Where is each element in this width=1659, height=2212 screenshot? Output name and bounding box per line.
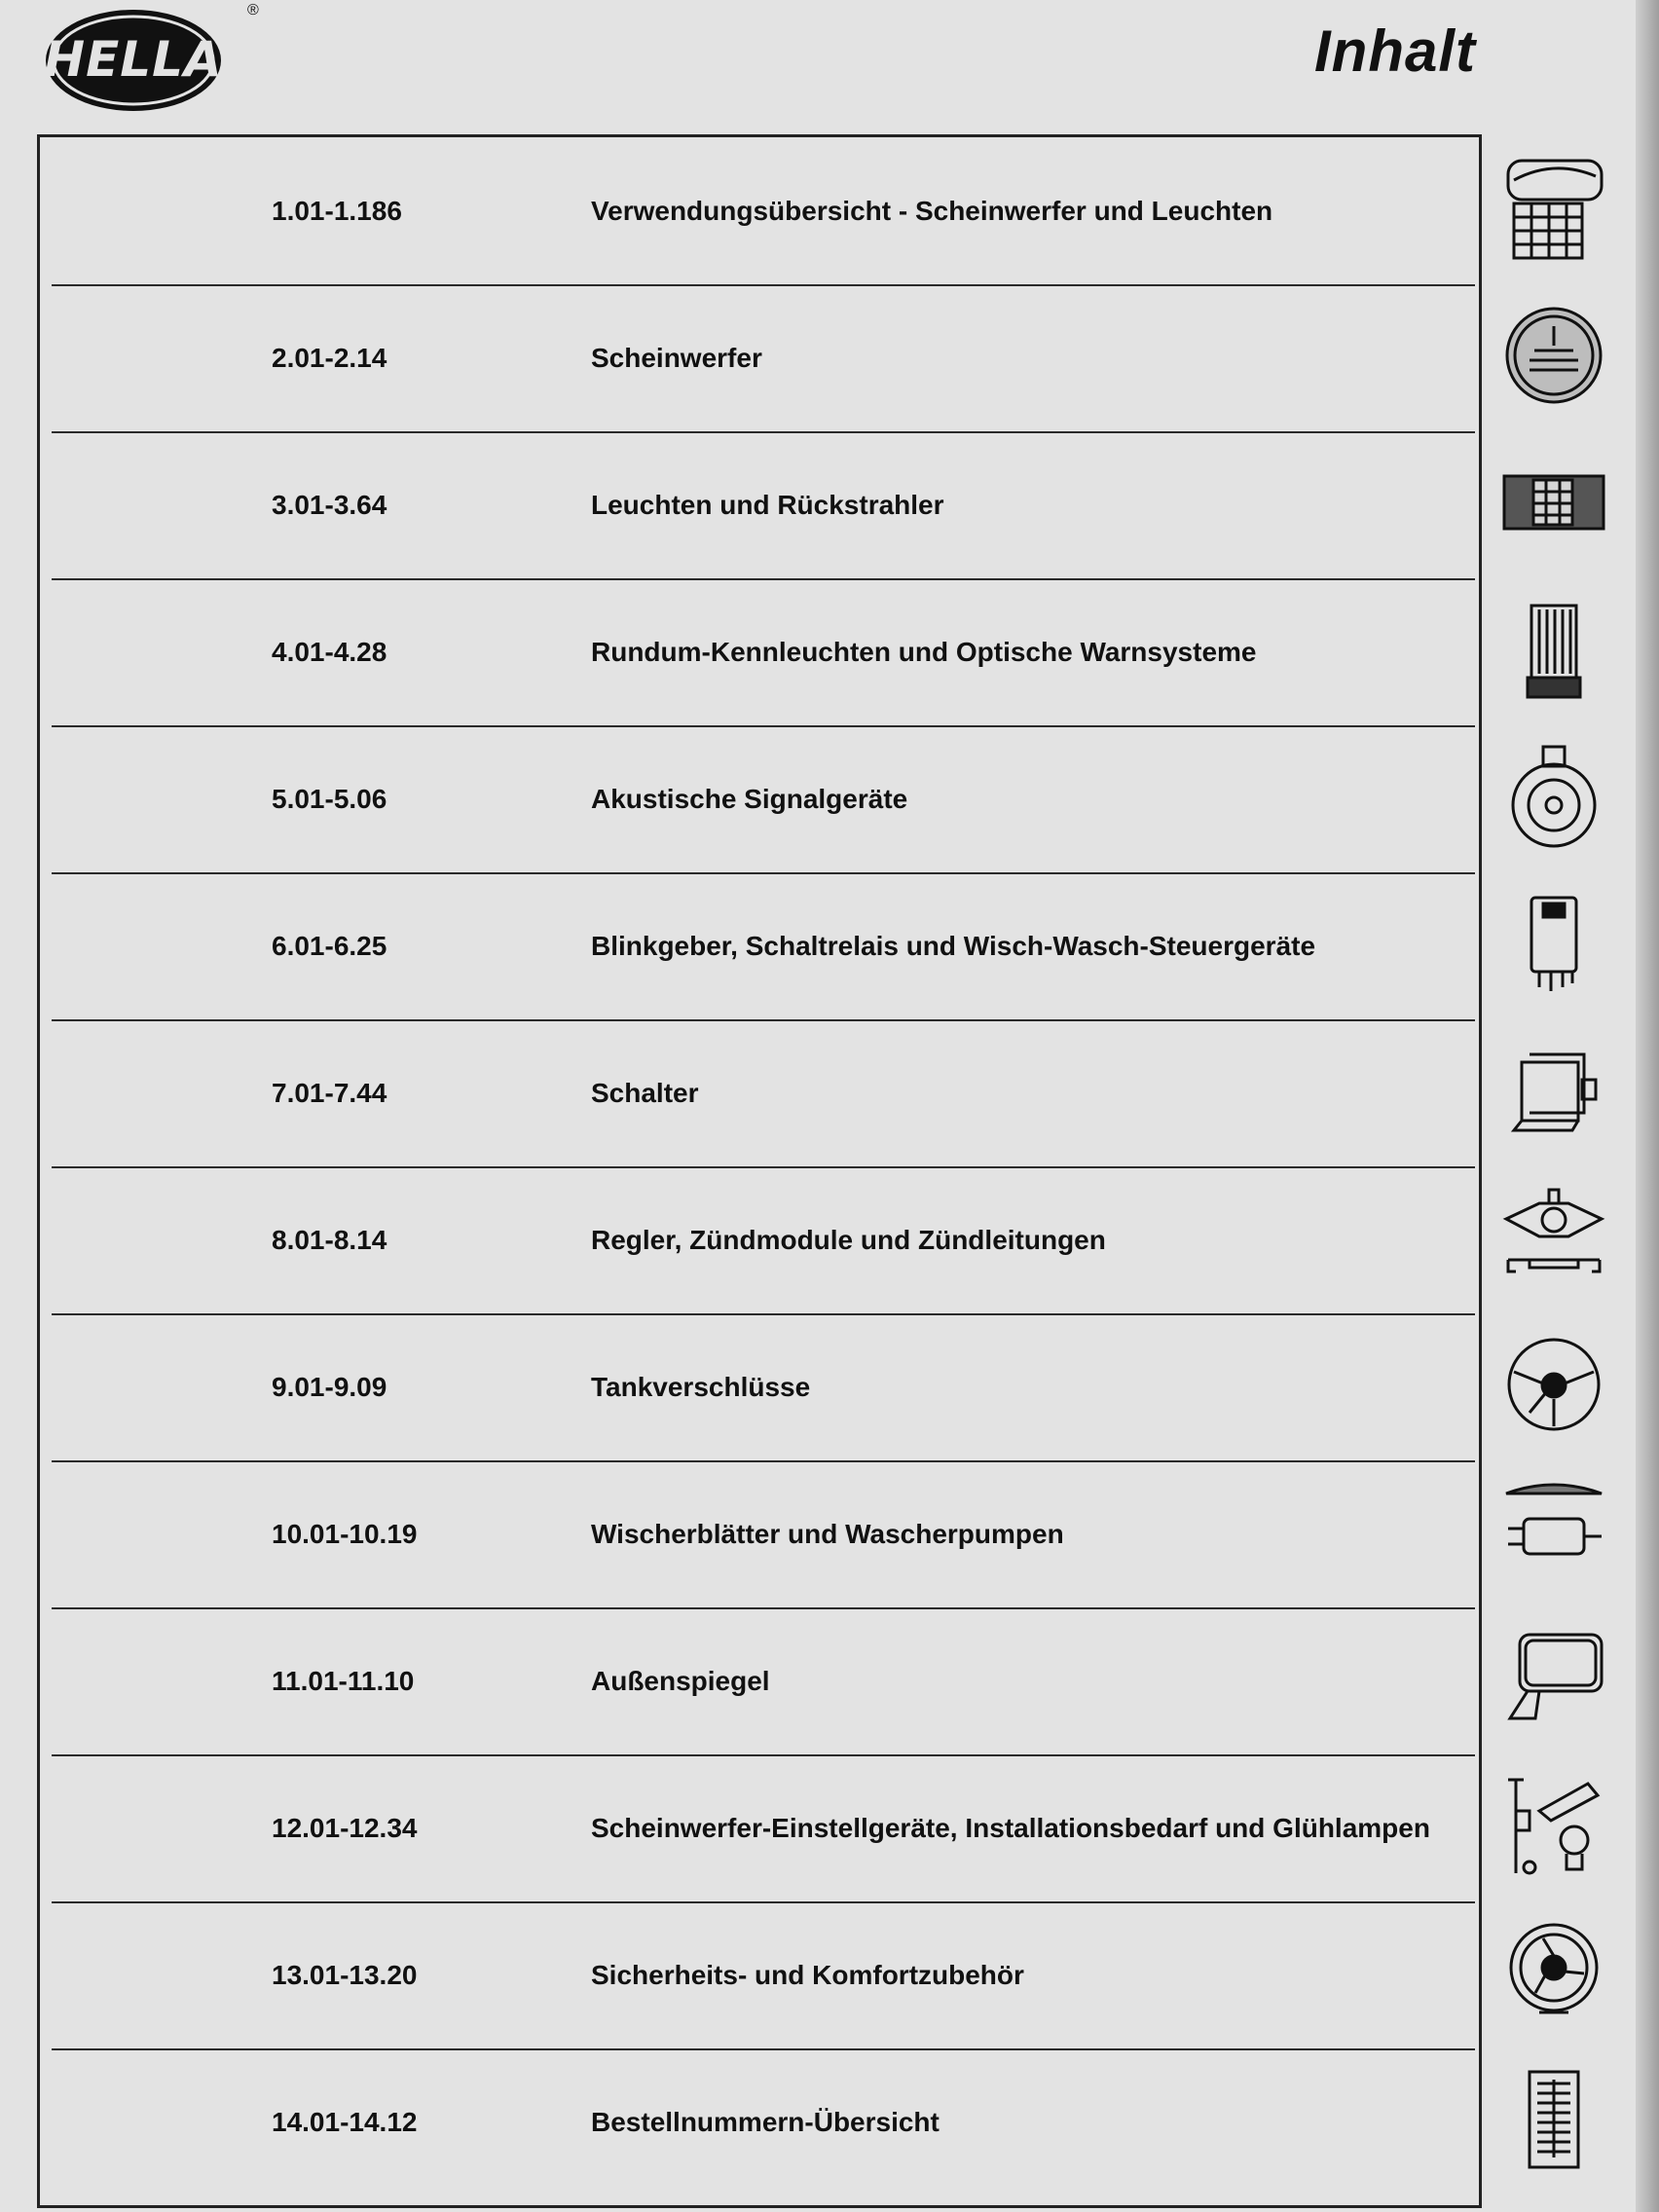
ignition-module-icon[interactable] [1495, 1163, 1612, 1310]
toc-label: Tankverschlüsse [591, 1371, 811, 1402]
rocker-switch-icon[interactable] [1495, 1016, 1612, 1163]
toc-row[interactable] [40, 1019, 1479, 1166]
toc-page-range: 1.01-1.186 [272, 195, 402, 226]
toc-row[interactable] [40, 1313, 1479, 1460]
mirror-icon[interactable] [1495, 1604, 1612, 1751]
tools-bulb-icon[interactable] [1495, 1751, 1612, 1899]
toc-label: Leuchten und Rückstrahler [591, 489, 944, 520]
page-edge [1636, 0, 1659, 2212]
toc-row[interactable] [40, 1460, 1479, 1607]
horn-icon[interactable] [1495, 722, 1612, 869]
toc-page-range: 3.01-3.64 [272, 489, 387, 520]
toc-label: Blinkgeber, Schaltrelais und Wisch-Wasch-Steuergeräte [591, 930, 1316, 961]
hella-logo [43, 2, 259, 113]
toc-page-range: 8.01-8.14 [272, 1224, 387, 1255]
toc-row[interactable] [40, 2048, 1479, 2195]
toc-row[interactable] [40, 725, 1479, 872]
beacon-light-icon[interactable] [1495, 575, 1612, 722]
toc-page-range: 12.01-12.34 [272, 1812, 418, 1843]
toc-label: Scheinwerfer-Einstellgeräte, Installationsbedarf und Glühlampen [591, 1812, 1430, 1843]
toc-label: Schalter [591, 1077, 699, 1108]
toc-row[interactable] [40, 137, 1479, 284]
toc-row[interactable] [40, 1607, 1479, 1754]
toc-page-range: 2.01-2.14 [272, 342, 387, 373]
toc-label: Bestellnummern-Übersicht [591, 2106, 940, 2137]
toc-label: Verwendungsübersicht - Scheinwerfer und Leuchten [591, 195, 1273, 226]
rear-lamp-icon[interactable] [1495, 428, 1612, 575]
order-list-icon[interactable] [1495, 2046, 1612, 2193]
toc-page-range: 13.01-13.20 [272, 1959, 418, 1990]
toc-row[interactable] [40, 1901, 1479, 2048]
brand-name: HELLA [44, 31, 223, 88]
headlamp-and-taillight-icon[interactable] [1495, 134, 1612, 281]
toc-page-range: 11.01-11.10 [272, 1665, 415, 1696]
toc-label: Sicherheits- und Komfortzubehör [591, 1959, 1024, 1990]
registered-mark: ® [247, 2, 259, 18]
toc-page-range: 10.01-10.19 [272, 1518, 418, 1549]
toc-row[interactable] [40, 578, 1479, 725]
toc-table [37, 134, 1482, 2208]
toc-page-range: 7.01-7.44 [272, 1077, 387, 1108]
toc-label: Akustische Signalgeräte [591, 783, 908, 814]
fan-icon[interactable] [1495, 1899, 1612, 2046]
toc-page-range: 6.01-6.25 [272, 930, 387, 961]
section-icon-column [1495, 134, 1612, 2208]
page-title: Inhalt [1314, 18, 1476, 84]
toc-label: Regler, Zündmodule und Zündleitungen [591, 1224, 1106, 1255]
toc-page-range: 4.01-4.28 [272, 636, 387, 667]
toc-row[interactable] [40, 872, 1479, 1019]
toc-label: Wischerblätter und Wascherpumpen [591, 1518, 1064, 1549]
relay-icon[interactable] [1495, 869, 1612, 1016]
toc-row[interactable] [40, 431, 1479, 578]
toc-row[interactable] [40, 1166, 1479, 1313]
toc-page-range: 9.01-9.09 [272, 1371, 387, 1402]
round-headlamp-icon[interactable] [1495, 281, 1612, 428]
toc-page-range: 14.01-14.12 [272, 2106, 418, 2137]
wiper-pump-icon[interactable] [1495, 1457, 1612, 1604]
toc-row[interactable] [40, 1754, 1479, 1901]
toc-row[interactable] [40, 284, 1479, 431]
fuel-cap-icon[interactable] [1495, 1310, 1612, 1457]
toc-label: Rundum-Kennleuchten und Optische Warnsysteme [591, 636, 1257, 667]
toc-label: Außenspiegel [591, 1665, 770, 1696]
toc-page-range: 5.01-5.06 [272, 783, 387, 814]
toc-label: Scheinwerfer [591, 342, 762, 373]
